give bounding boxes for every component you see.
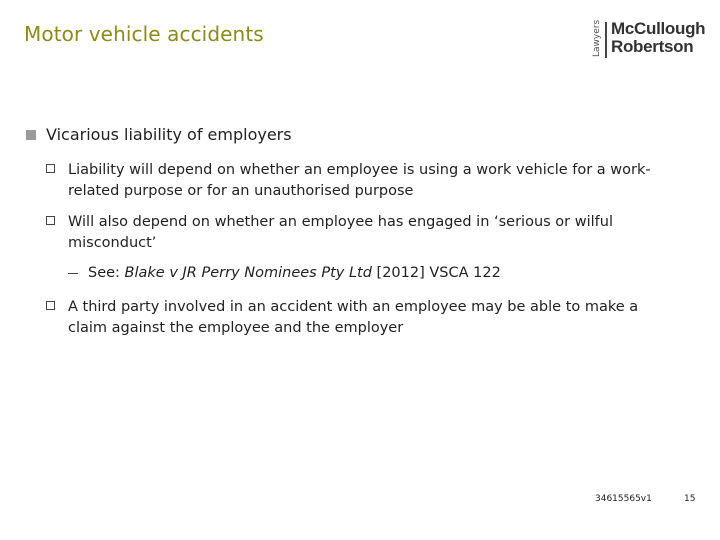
list-item-text: Liability will depend on whether an employee is using a work vehicle for a work-related purpose or for an unauthorised purpose bbox=[68, 162, 651, 199]
logo-name bbox=[611, 20, 705, 56]
case-name: Blake v JR Perry Nominees Pty Ltd bbox=[124, 265, 372, 281]
list-item-text: A third party involved in an accident with an employee may be able to make a claim against the employee and the employer bbox=[68, 299, 639, 336]
dash-bullet-icon bbox=[68, 273, 78, 274]
list-item bbox=[46, 160, 666, 202]
checkbox-bullet-icon bbox=[46, 216, 55, 225]
logo-line-2: Robertson bbox=[611, 37, 694, 56]
list-item-text: Will also depend on whether an employee has engaged in ‘serious or wilful misconduct’ bbox=[68, 214, 613, 251]
footer-doc-id: 34615565v1 bbox=[595, 494, 652, 504]
logo-divider bbox=[605, 22, 607, 58]
company-logo bbox=[592, 19, 706, 60]
list-item bbox=[46, 212, 666, 254]
sub-item-prefix: See: bbox=[88, 265, 125, 281]
logo-line-1: McCullough bbox=[611, 19, 706, 38]
case-citation: [2012] VSCA 122 bbox=[371, 265, 501, 281]
slide-title: Motor vehicle accidents bbox=[24, 22, 264, 46]
bullet-square-level1 bbox=[26, 130, 36, 140]
logo-side-text: Lawyers bbox=[592, 19, 602, 57]
footer-page-number: 15 bbox=[684, 494, 696, 504]
checkbox-bullet-icon bbox=[46, 301, 55, 310]
bullet-level1-text: Vicarious liability of employers bbox=[46, 125, 292, 144]
sub-list-item bbox=[68, 265, 501, 281]
checkbox-bullet-icon bbox=[46, 164, 55, 173]
list-item bbox=[46, 297, 666, 339]
